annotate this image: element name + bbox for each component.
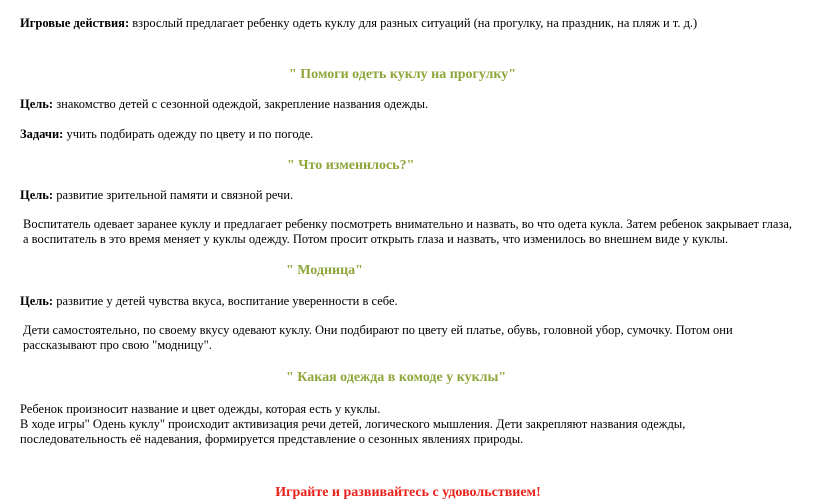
game-walk-tasks (20, 127, 810, 142)
goal-label: Цель: (20, 188, 54, 202)
goal-label: Цель: (20, 97, 54, 111)
goal-text: знакомство детей с сезонной одеждой, закрепление названия одежды. (53, 97, 429, 111)
game-fashionista-goal (20, 294, 810, 309)
tasks-label: Задачи: (20, 127, 64, 141)
game-title-what-changed: " Что изменилось?" (287, 158, 415, 173)
goal-text: развитие зрительной памяти и связной речи. (53, 188, 294, 202)
description-line: Ребенок произносит название и цвет одежды, которая есть у куклы. (20, 402, 381, 416)
description-line: Воспитатель одевает заранее куклу и предлагает ребенку посмотреть внимательно и назвать, во что одета кукла. Затем ребенок закрывает глаза, (23, 217, 793, 231)
description-line: В ходе игры" Одень куклу" происходит активизация речи детей, логического мышления. Дети закрепляют названия одежды, (20, 417, 686, 431)
game-walk-goal (20, 97, 810, 112)
game-title-dresser: " Какая одежда в комоде у куклы" (286, 370, 507, 385)
goal-label: Цель: (20, 294, 54, 308)
description-line: Дети самостоятельно, по своему вкусу одевают куклу. Они подбирают по цвету ей платье, обувь, головной убор, сумочку. Потом они (23, 323, 733, 337)
goal-text: развитие у детей чувства вкуса, воспитание уверенности в себе. (53, 294, 398, 308)
description-line: последовательность её надевания, формируется представление о сезонных явлениях природы. (20, 432, 524, 446)
description-line: рассказывают про свою "модницу". (23, 338, 212, 352)
tasks-text: учить подбирать одежду по цвету и по погоде. (63, 127, 314, 141)
intro-label: Игровые действия: (20, 16, 130, 30)
game-dresser-description (20, 402, 810, 447)
intro-text: взрослый предлагает ребенку одеть куклу для разных ситуаций (на прогулку, на праздник, на пляж и т. д.) (129, 16, 698, 30)
description-line: а воспитатель в это время меняет у куклы одежду. Потом просит открыть глаза и назвать, что изменилось во внешнем виде у куклы. (23, 232, 729, 246)
game-title-fashionista: " Модница" (286, 263, 363, 278)
game-fashionista-description (23, 323, 813, 353)
game-what-changed-description (23, 217, 813, 247)
game-title-walk: " Помоги одеть куклу на прогулку" (289, 67, 517, 82)
intro-paragraph (20, 16, 810, 31)
closing-message: Играйте и развивайтесь с удовольствием! (275, 485, 541, 500)
game-what-changed-goal (20, 188, 810, 203)
